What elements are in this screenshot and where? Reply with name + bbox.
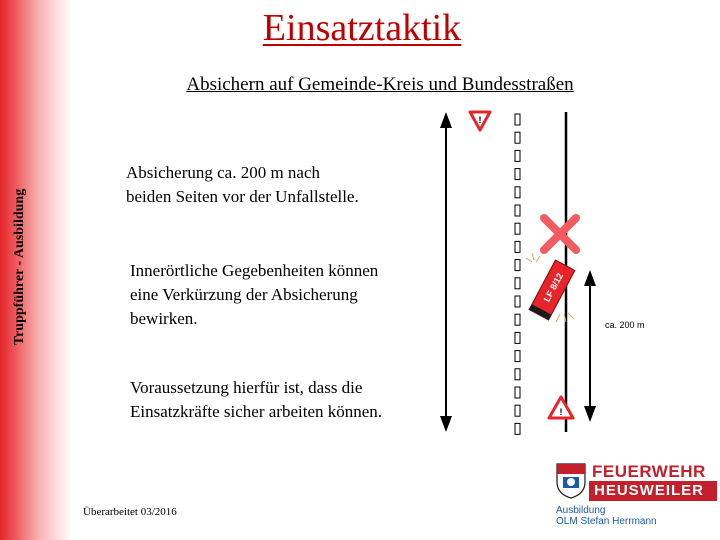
lane-dash xyxy=(515,332,520,343)
lane-dash xyxy=(515,314,520,325)
lane-dash xyxy=(515,278,520,289)
warning-sign-top xyxy=(470,112,490,130)
lane-dash xyxy=(515,132,520,143)
logo-line-4: OLM Stefan Herrmann xyxy=(556,516,657,527)
paragraph-distance: Absicherung ca. 200 m nach beiden Seiten vor der Unfallstelle. xyxy=(126,163,359,206)
paragraph-urban: Innerörtliche Gegebenheiten können eine Verkürzung der Absicherung bewirken. xyxy=(130,261,379,328)
warning-sign-bottom xyxy=(549,397,573,418)
road-diagram xyxy=(430,100,720,445)
side-label: Truppführer - Ausbildung xyxy=(12,188,27,346)
lane-dash xyxy=(515,241,520,252)
lane-dash xyxy=(515,387,520,398)
crest-icon xyxy=(554,460,588,500)
lane-dash xyxy=(515,405,520,416)
svg-text:!: ! xyxy=(478,115,482,125)
logo-line-2: HEUSWEILER xyxy=(594,482,705,499)
page-title: Einsatztaktik xyxy=(262,7,462,49)
lane-dash xyxy=(515,187,520,198)
paragraph-prerequisite: Voraussetzung hierfür ist, dass die Einsatzkräfte sicher arbeiten können. xyxy=(130,378,383,421)
lane-dash xyxy=(515,150,520,161)
lane-dash xyxy=(515,114,520,125)
logo-line-3: Ausbildung xyxy=(556,505,606,516)
lane-dash xyxy=(515,169,520,180)
center-dashed-line xyxy=(515,114,520,434)
fire-department-logo xyxy=(548,454,718,536)
page-subtitle: Absichern auf Gemeinde-Kreis und Bundesstraßen xyxy=(186,74,574,95)
lane-dash xyxy=(515,223,520,234)
lane-dash xyxy=(515,205,520,216)
svg-text:!: ! xyxy=(559,407,563,417)
left-lane-arrow xyxy=(440,112,452,432)
revision-note: Überarbeitet 03/2016 xyxy=(83,506,177,518)
lane-dash xyxy=(515,369,520,380)
accident-cross-icon xyxy=(544,218,576,250)
lane-dash xyxy=(515,351,520,362)
lane-dash xyxy=(515,423,520,434)
fire-truck-icon xyxy=(529,260,575,320)
distance-label: ca. 200 m xyxy=(605,320,645,330)
distance-arrow xyxy=(584,270,596,422)
logo-line-1: FEUERWEHR xyxy=(592,462,706,481)
svg-text:LF 8/12: LF 8/12 xyxy=(541,271,566,304)
lane-dash xyxy=(515,260,520,271)
lane-dash xyxy=(515,296,520,307)
